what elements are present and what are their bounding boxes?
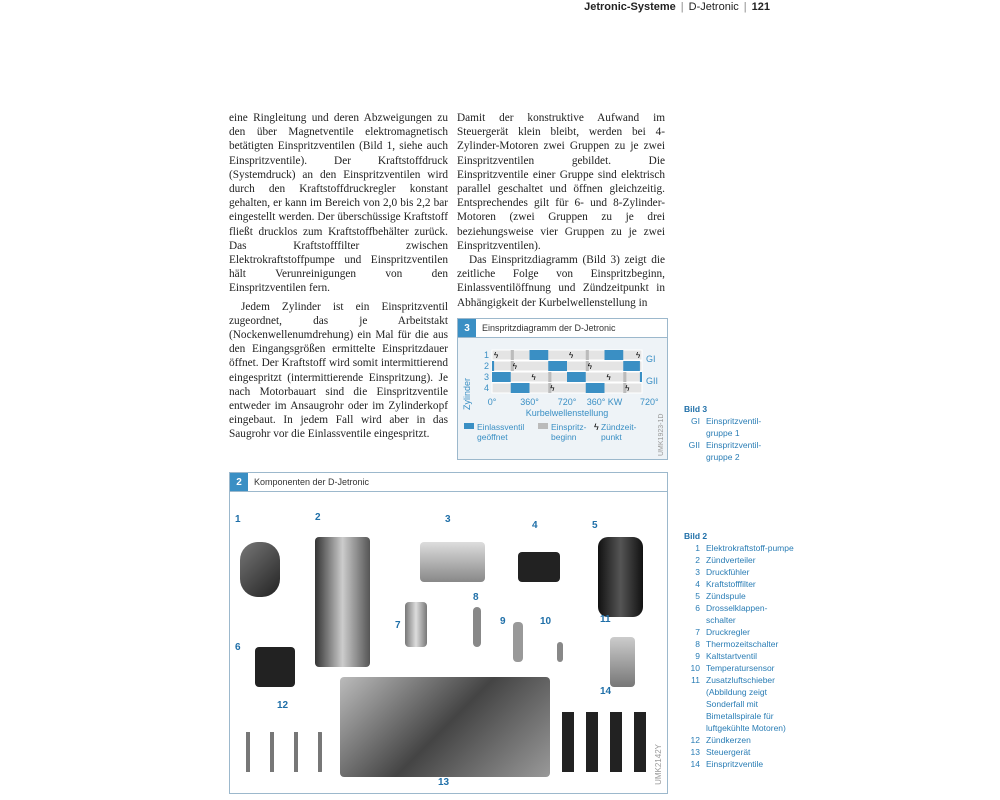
intake-bar	[623, 361, 640, 371]
component-label: 10	[540, 616, 552, 627]
caption-item-text: Zündverteiler	[706, 555, 756, 565]
caption-item-text: Kraftstofffilter	[706, 579, 756, 589]
injection-diagram	[458, 338, 667, 459]
caption-item-text: Elektrokraftstoff-pumpe	[706, 543, 794, 553]
paragraph: Jedem Zylinder ist ein Einspritzventil zugeordnet, das je Arbeitstakt (Nockenwellenumdrehung) ein Mal für die aus den Eingangsgrößen ermittelte Einspritzdauer öffnet. Der Kraftstoff wird somit intermittierend eingespritzt (intermittierende Einspritzung). Je nach Motorbauart sind die Einspritzventile entweder im Ansaugrohr oder im Zylinderkopf eingebaut. In jedem Fall wird aber in das Saugrohr vor die Einlassventile eingespritzt.	[229, 300, 448, 441]
intake-bar	[640, 372, 642, 382]
caption-item	[684, 566, 794, 578]
caption-item-number: 7	[695, 627, 700, 637]
intake-bar	[492, 361, 494, 371]
figure-title: Komponenten der D-Jetronic	[254, 477, 370, 487]
ignition-coil-image	[598, 537, 643, 617]
component-label: 2	[315, 512, 321, 523]
injection-mark	[586, 350, 589, 360]
injection-mark	[548, 372, 551, 382]
caption-item-number: 4	[695, 579, 700, 589]
cylinder-label: 2	[483, 361, 489, 371]
caption-item-number: 5	[695, 591, 700, 601]
x-tick-label: 0°	[487, 397, 497, 407]
throttle-switch-image	[255, 647, 295, 687]
right-column	[457, 111, 665, 310]
caption-item	[684, 662, 794, 674]
y-axis-label: Zylinder	[462, 377, 472, 411]
caption-item-number: 2	[695, 555, 700, 565]
caption-item	[684, 638, 794, 650]
caption-item-number: 3	[695, 567, 700, 577]
cold-start-valve-image	[513, 622, 523, 662]
component-label: 14	[600, 686, 612, 697]
intake-bar	[567, 372, 586, 382]
injection-mark	[623, 372, 626, 382]
pressure-sensor-image	[420, 542, 485, 582]
caption-item	[684, 578, 794, 590]
figure-title: Einspritzdiagramm der D-Jetronic	[482, 323, 616, 333]
spark-plugs-image	[240, 732, 325, 772]
intake-bar	[492, 372, 511, 382]
header-chapter: D-Jetronic	[688, 1, 739, 13]
control-unit-image	[340, 677, 550, 777]
component-label: 13	[438, 777, 450, 788]
legend-label: Einspritz-beginn	[551, 422, 587, 442]
caption-item-text: Zündspule	[706, 591, 746, 601]
caption-item	[684, 542, 794, 554]
caption-title: Bild 2	[684, 531, 708, 541]
caption-item-number: 13	[690, 747, 700, 757]
x-tick-label: 360° KW	[586, 397, 623, 407]
caption-item-number: 6	[695, 603, 700, 613]
component-label: 12	[277, 700, 289, 711]
legend-label: Einlassventil geöffnet	[477, 422, 525, 442]
intake-bar	[511, 383, 530, 393]
caption-item-number: GI	[691, 416, 700, 426]
fuel-pump-image	[240, 542, 280, 597]
group-label: GI	[646, 354, 656, 364]
caption-item	[684, 734, 794, 746]
caption-item-number: GII	[688, 440, 700, 450]
caption-item	[684, 439, 774, 463]
intake-bar	[530, 350, 549, 360]
paragraph: eine Ringleitung und deren Abzweigungen zu den über Magnetventile elektromagnetisch betätigten Einspritzventilen (Bild 1, siehe auch Einspritzventile). Der Kraftstoffdruck (Systemdruck) an den Einspritzventilen wird durch den Kraftstoffdruckregler konstant gehalten, er kann im Bereich von 2,0 bis 2,2 bar eingestellt werden. Der überschüssige Kraftstoff fließt drucklos zum Kraftstoffbehälter zurück. Das Kraftstofffilter zwischen Elektrokraftstoffpumpe und Einspritzventilen hält Verunreinigungen von den Einspritzventilen fern.	[229, 112, 448, 295]
page-number: 121	[751, 1, 770, 13]
caption-item-text: Druckregler	[706, 627, 750, 637]
legend-swatch-injection	[538, 423, 548, 429]
injectors-image	[558, 712, 653, 772]
caption-item-text: Einspritzventil-gruppe 2	[706, 440, 762, 462]
cylinder-label: 4	[483, 383, 489, 393]
caption-item-text: Einspritzventile	[706, 759, 764, 769]
caption-item	[684, 602, 794, 626]
component-label: 8	[473, 592, 479, 603]
thermo-switch-image	[473, 607, 481, 647]
component-label: 6	[235, 642, 241, 653]
component-label: 4	[532, 520, 538, 531]
running-header: Jetronic-Systeme | D-Jetronic | 121	[584, 1, 770, 13]
ignition-mark: ϟ	[569, 351, 574, 360]
caption-item-text: Zusatzluftschieber (Abbildung zeigt Sonderfall mit Bimetallspirale für luftgekühlte Motoren)	[706, 675, 786, 733]
caption-item-text: Temperatursensor	[706, 663, 775, 673]
intake-bar	[605, 350, 624, 360]
caption-item-text: Einspritzventil-gruppe 1	[706, 416, 762, 438]
x-tick-label: 720°	[640, 397, 659, 407]
caption-item	[684, 415, 774, 439]
figure-3	[457, 318, 668, 460]
caption-item-number: 14	[690, 759, 700, 769]
caption-item-number: 10	[690, 663, 700, 673]
x-tick-label: 360°	[520, 397, 539, 407]
caption-item-text: Kaltstartventil	[706, 651, 758, 661]
ignition-mark: ϟ	[550, 384, 555, 393]
ignition-mark: ϟ	[512, 362, 517, 371]
figure-code: UMK1923-1D	[658, 413, 665, 456]
x-axis-label: Kurbelwellenstellung	[525, 408, 609, 418]
legend-swatch-ignition: ϟ	[594, 422, 599, 432]
figure-number: 3	[458, 319, 476, 337]
paragraph: Damit der konstruktive Aufwand im Steuergerät klein bleibt, werden bei 4-Zylinder-Motoren zwei Gruppen zu je zwei Einspritzventilen gebildet. Die Einspritzventile einer Gruppe sind elektrisch parallel geschaltet und öffnen gleichzeitig. Entsprechendes gilt für 6- und 8-Zylinder-Motoren (zwei Gruppen zu je drei beziehungsweise vier Gruppen zu je zwei Einspritzventilen).	[457, 112, 665, 252]
group-label: GII	[646, 376, 659, 386]
caption-figure-3	[684, 403, 774, 463]
components-photo	[230, 492, 667, 793]
temp-sensor-image	[557, 642, 563, 662]
aux-air-valve-image	[610, 637, 635, 687]
component-label: 5	[592, 520, 598, 531]
figure-2	[229, 472, 668, 794]
ignition-mark: ϟ	[494, 351, 499, 360]
fuel-filter-image	[518, 552, 560, 582]
paragraph: Das Einspritzdiagramm (Bild 3) zeigt die zeitliche Folge von Einspritzbeginn, Einlassventilöffnung und Zündzeitpunkt in Abhängigkeit der Kurbelwellenstellung in	[457, 254, 665, 309]
caption-item	[684, 554, 794, 566]
intake-bar	[586, 383, 605, 393]
caption-item-text: Zündkerzen	[706, 735, 751, 745]
cylinder-label: 1	[483, 350, 489, 360]
intake-bar	[548, 361, 567, 371]
component-label: 9	[500, 616, 506, 627]
component-label: 7	[395, 620, 401, 631]
component-label: 1	[235, 514, 241, 525]
caption-item-text: Steuergerät	[706, 747, 751, 757]
distributor-image	[315, 537, 370, 667]
ignition-mark: ϟ	[606, 373, 611, 382]
caption-item-text: Thermozeitschalter	[706, 639, 779, 649]
caption-item	[684, 650, 794, 662]
caption-item	[684, 746, 794, 758]
injection-mark	[511, 350, 514, 360]
caption-item-text: Drosselklappen-schalter	[706, 603, 768, 625]
caption-item-number: 8	[695, 639, 700, 649]
ignition-mark: ϟ	[636, 351, 641, 360]
cylinder-label: 3	[483, 372, 489, 382]
caption-item	[684, 758, 794, 770]
caption-item-number: 1	[695, 543, 700, 553]
figure-number: 2	[230, 473, 248, 491]
caption-item	[684, 674, 794, 734]
caption-item-number: 11	[691, 675, 700, 685]
caption-figure-2	[684, 530, 794, 770]
caption-item-text: Druckfühler	[706, 567, 750, 577]
left-column	[229, 111, 448, 442]
caption-title: Bild 3	[684, 404, 708, 414]
ignition-mark: ϟ	[531, 373, 536, 382]
x-tick-label: 720°	[557, 397, 577, 407]
header-section: Jetronic-Systeme	[584, 1, 676, 13]
component-label: 3	[445, 514, 451, 525]
ignition-mark: ϟ	[625, 384, 630, 393]
legend-label: Zündzeit-punkt	[601, 422, 637, 442]
component-label: 11	[600, 614, 611, 625]
caption-item	[684, 590, 794, 602]
legend-swatch-intake	[464, 423, 474, 429]
caption-item	[684, 626, 794, 638]
caption-item-number: 9	[695, 651, 700, 661]
pressure-regulator-image	[405, 602, 427, 647]
caption-item-number: 12	[690, 735, 700, 745]
figure-code: UMK2142Y	[654, 744, 663, 785]
ignition-mark: ϟ	[587, 362, 592, 371]
